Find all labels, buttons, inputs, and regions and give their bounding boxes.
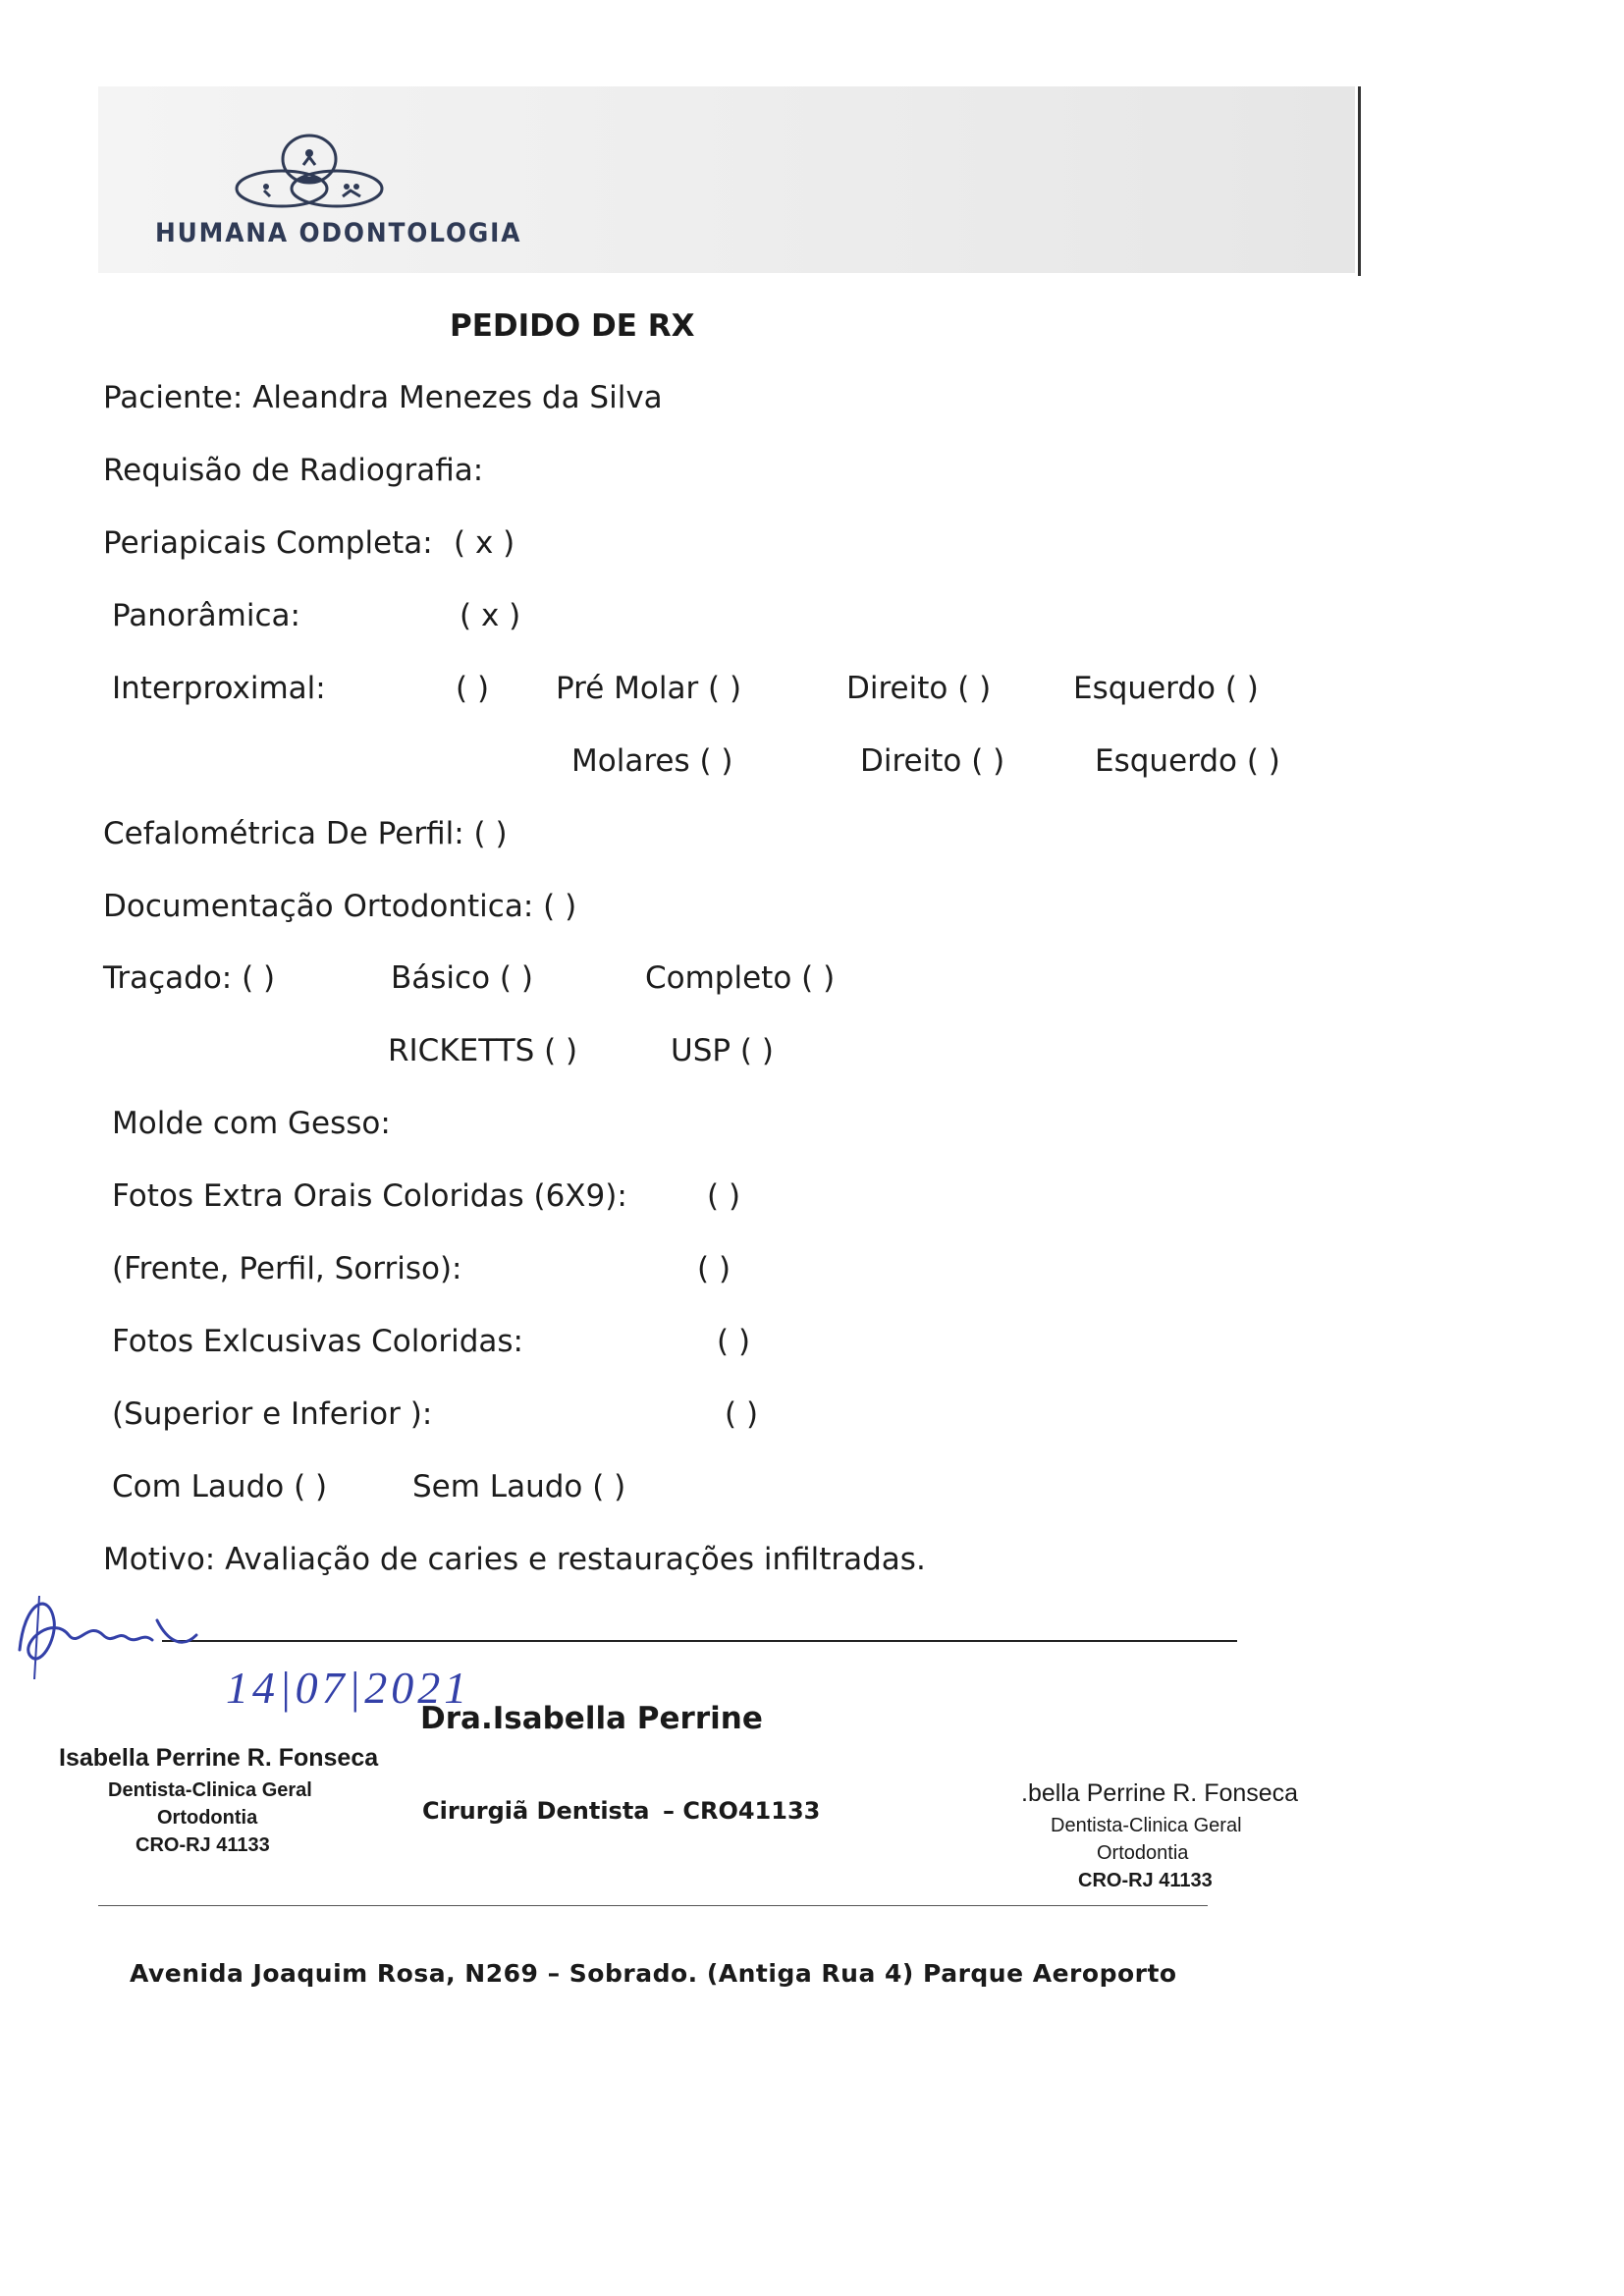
- fotos-exclusivas-label: Fotos Exlcusivas Coloridas:: [112, 1324, 523, 1359]
- com-laudo-option: Com Laudo ( ): [112, 1469, 328, 1504]
- page-title: PEDIDO DE RX: [450, 308, 695, 344]
- stamp-left-area: Ortodontia: [157, 1807, 258, 1829]
- documentacao-line: Documentação Ortodontica: ( ): [103, 889, 577, 924]
- stamp-left-cro: CRO-RJ 41133: [135, 1834, 270, 1856]
- interproximal-checkbox: ( ): [456, 671, 490, 706]
- pre-molar-esquerdo-option: Esquerdo ( ): [1073, 671, 1259, 706]
- periapicais-label: Periapicais Completa:: [103, 525, 433, 561]
- tracado-label: Traçado: ( ): [103, 960, 276, 996]
- doctor-cro: – CRO41133: [663, 1797, 821, 1825]
- molares-esquerdo-option: Esquerdo ( ): [1095, 743, 1280, 779]
- stamp-left-specialty: Dentista-Clinica Geral: [108, 1779, 312, 1801]
- footer-divider: [98, 1905, 1208, 1906]
- fotos-extra-checkbox: ( ): [707, 1178, 741, 1214]
- stamp-left-name: Isabella Perrine R. Fonseca: [59, 1744, 379, 1772]
- stamp-right-cro: CRO-RJ 41133: [1078, 1870, 1213, 1891]
- signature-line: [162, 1640, 1237, 1642]
- three-interlocking-ovals-logo-icon: [221, 128, 398, 211]
- handwritten-signature-icon: [10, 1581, 206, 1689]
- molares-direito-option: Direito ( ): [860, 743, 1005, 779]
- frente-checkbox: ( ): [697, 1251, 731, 1286]
- molares-option: Molares ( ): [571, 743, 733, 779]
- motivo-line: Motivo: Avaliação de caries e restaurações infiltradas.: [103, 1542, 926, 1577]
- doctor-role: Cirurgiã Dentista: [422, 1797, 650, 1825]
- fotos-extra-label: Fotos Extra Orais Coloridas (6X9):: [112, 1178, 627, 1214]
- patient-line: Paciente: Aleandra Menezes da Silva: [103, 380, 663, 415]
- frente-label: (Frente, Perfil, Sorriso):: [112, 1251, 462, 1286]
- superior-label: (Superior e Inferior ):: [112, 1396, 433, 1432]
- brand-name: HUMANA ODONTOLOGIA: [155, 218, 522, 248]
- stamp-right-specialty: Dentista-Clinica Geral: [1051, 1815, 1242, 1836]
- panoramica-checkbox: ( x ): [460, 598, 521, 633]
- fotos-exclusivas-checkbox: ( ): [717, 1324, 751, 1359]
- footer-address: Avenida Joaquim Rosa, N269 – Sobrado. (Antiga Rua 4) Parque Aeroporto: [130, 1959, 1177, 1988]
- periapicais-checkbox: ( x ): [454, 525, 515, 561]
- superior-checkbox: ( ): [725, 1396, 759, 1432]
- basico-option: Básico ( ): [391, 960, 533, 996]
- molde-line: Molde com Gesso:: [112, 1106, 391, 1141]
- doctor-name: Dra.Isabella Perrine: [420, 1701, 763, 1736]
- interproximal-label: Interproximal:: [112, 671, 326, 706]
- stamp-right-name: .bella Perrine R. Fonseca: [1021, 1779, 1299, 1807]
- pre-molar-option: Pré Molar ( ): [556, 671, 742, 706]
- handwritten-date: 14|07|2021: [226, 1663, 471, 1713]
- sem-laudo-option: Sem Laudo ( ): [412, 1469, 626, 1504]
- pre-molar-direito-option: Direito ( ): [846, 671, 992, 706]
- usp-option: USP ( ): [671, 1033, 774, 1068]
- completo-option: Completo ( ): [645, 960, 836, 996]
- panoramica-label: Panorâmica:: [112, 598, 300, 633]
- stamp-right-area: Ortodontia: [1097, 1842, 1189, 1864]
- header-divider: [1358, 86, 1361, 276]
- cefalometrica-line: Cefalométrica De Perfil: ( ): [103, 816, 508, 851]
- request-heading: Requisão de Radiografia:: [103, 453, 484, 488]
- ricketts-option: RICKETTS ( ): [388, 1033, 578, 1068]
